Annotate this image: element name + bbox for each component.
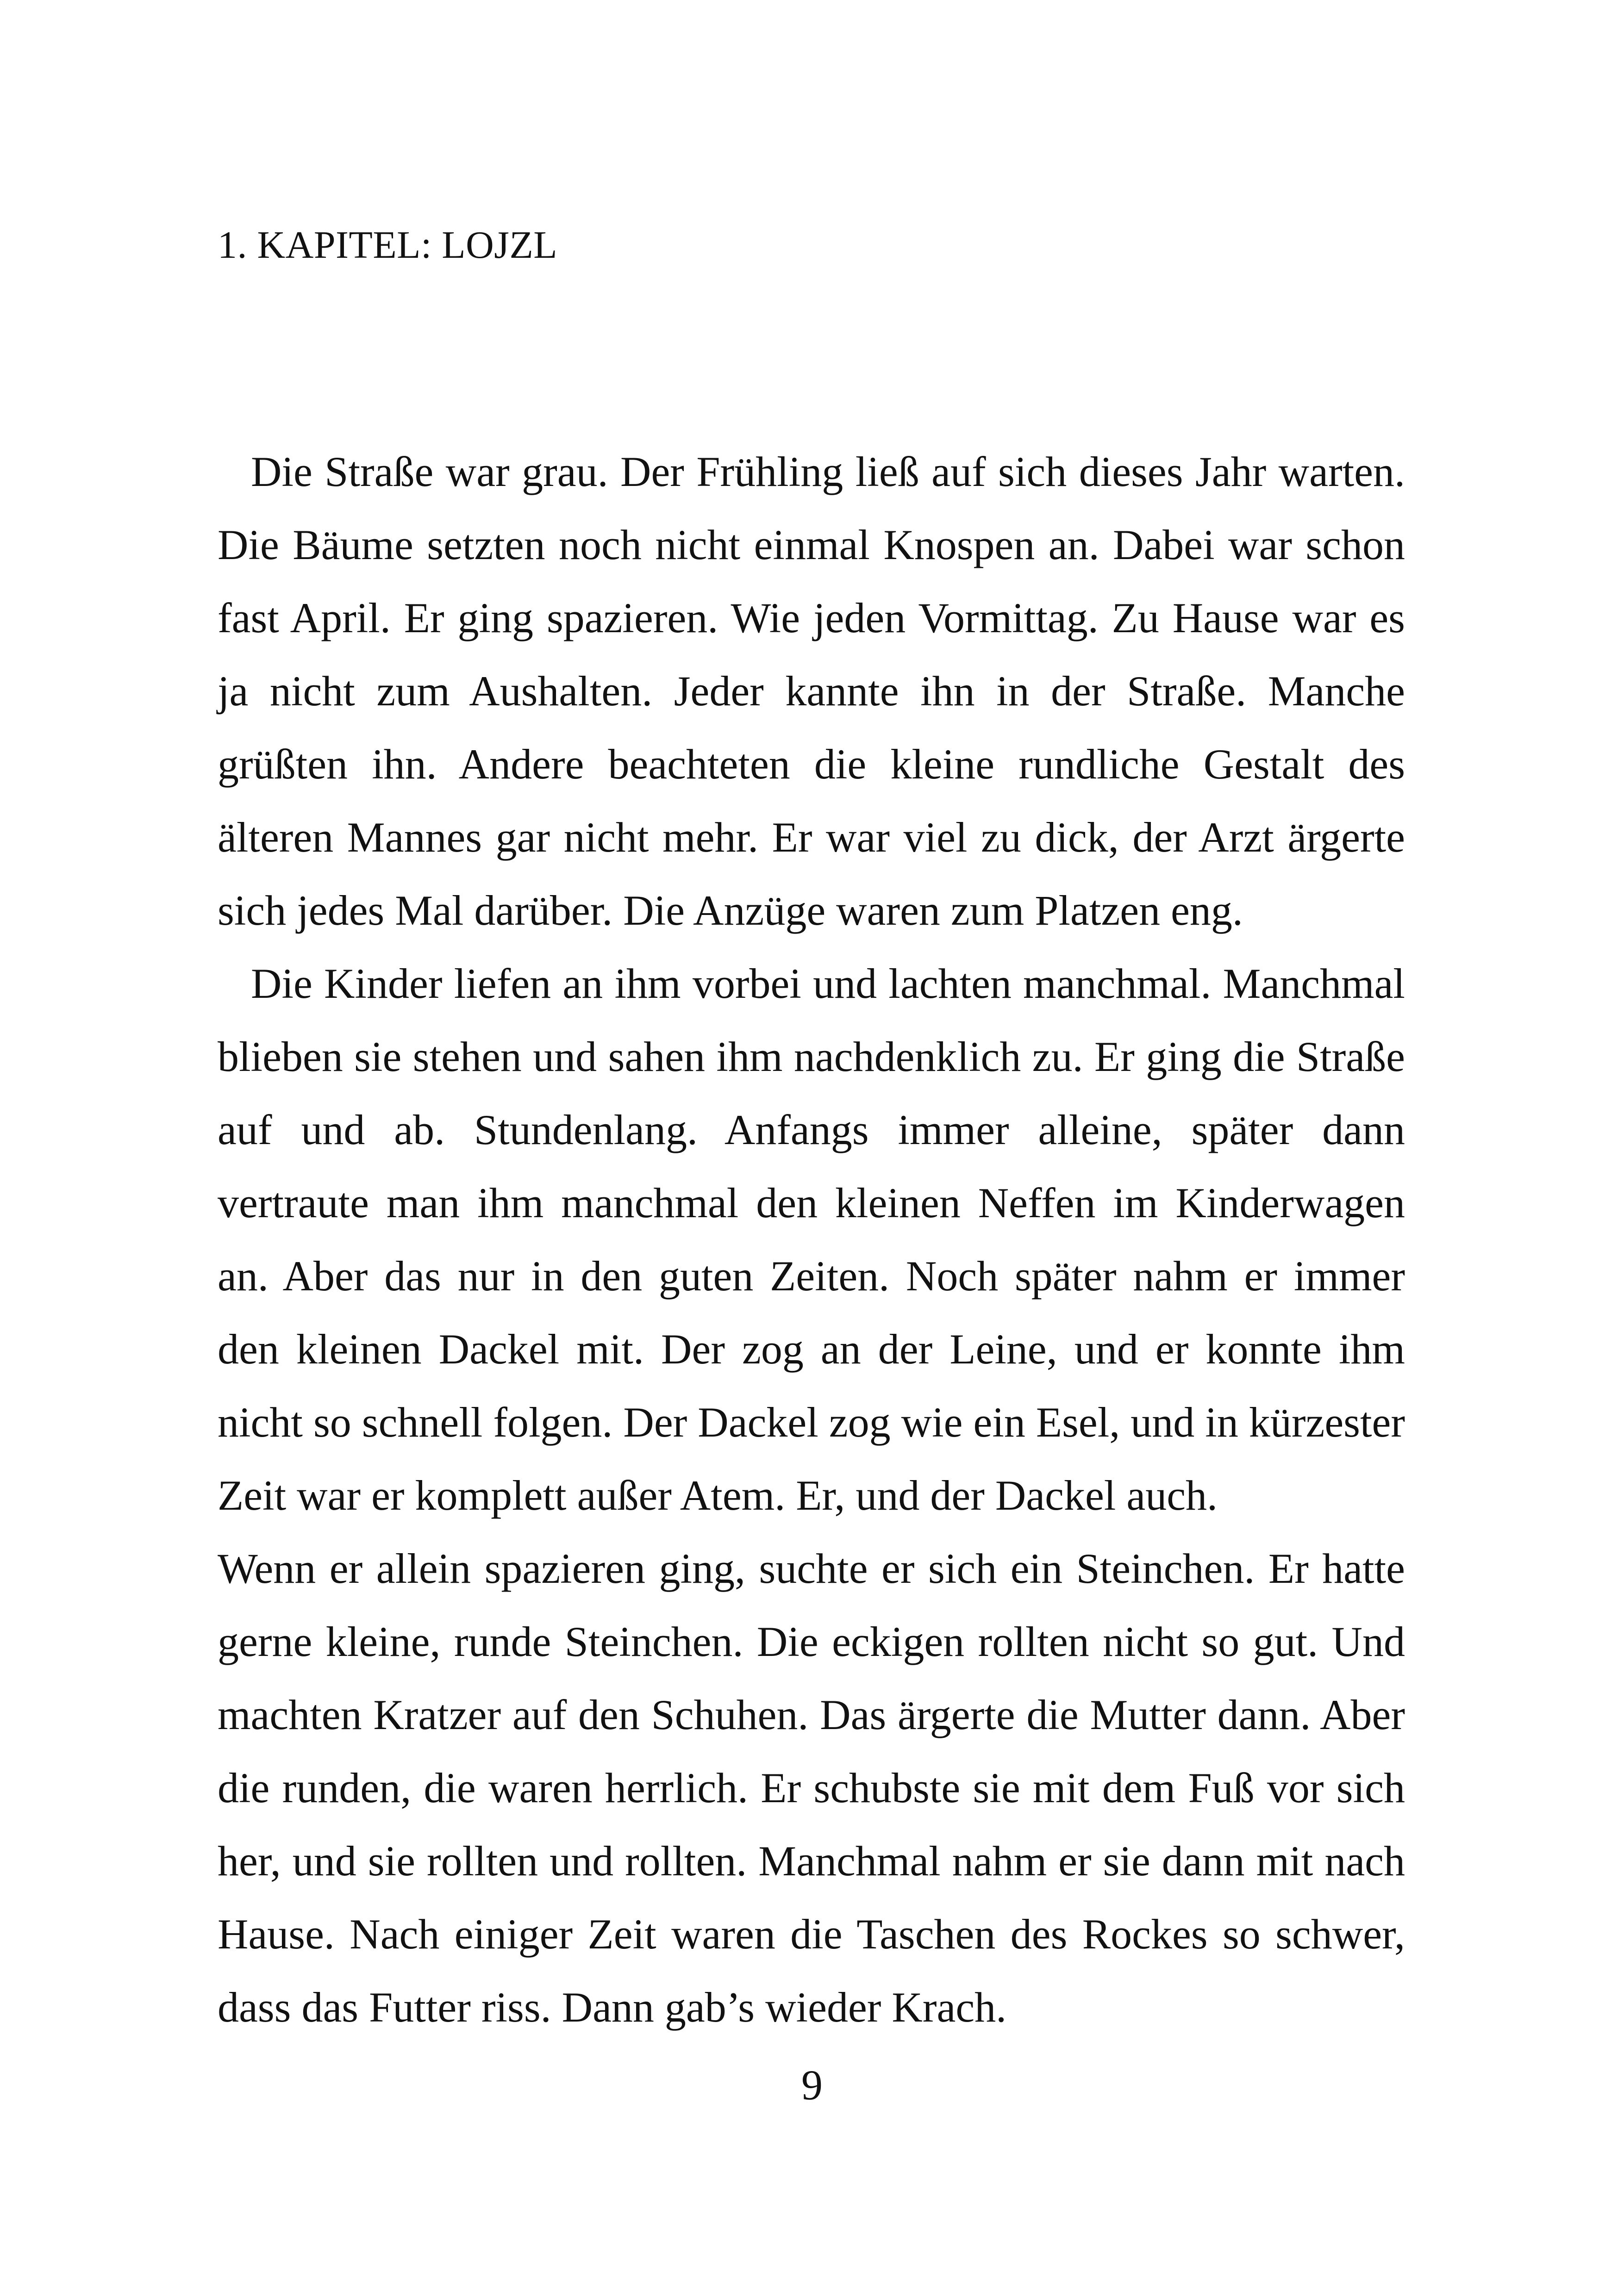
chapter-title: 1. KAPITEL: LOJZL — [218, 224, 558, 267]
paragraph-1: Die Straße war grau. Der Frühling ließ auf sich dieses Jahr warten. Die Bäume setzten noch nicht einmal Knospen an. Dabei war schon fast April. Er ging spazieren. Wie jeden Vormittag. Zu Hause war es ja nicht zum Aushalten. Jeder kannte ihn in der Straße. Manche grüßten ihn. Andere beachteten die kleine rundliche Gestalt des älteren Mannes gar nicht mehr. Er war viel zu dick, der Arzt ärgerte sich jedes Mal darüber. Die Anzüge waren zum Platzen eng. — [218, 448, 1405, 934]
paragraph-2: Die Kinder liefen an ihm vorbei und lachten manchmal. Manchmal blieben sie stehen und sahen ihm nachdenklich zu. Er ging die Straße auf und ab. Stundenlang. Anfangs immer alleine, später dann vertraute man ihm manchmal den kleinen Neffen im Kinderwagen an. Aber das nur in den guten Zeiten. Noch später nahm er immer den kleinen Dackel mit. Der zog an der Leine, und er konnte ihm nicht so schnell folgen. Der Dackel zog wie ein Esel, und in kürzester Zeit war er komplett außer Atem. Er, und der Dackel auch. — [218, 960, 1405, 1519]
page-number: 9 — [801, 2061, 823, 2109]
body-text — [218, 435, 1405, 2044]
paragraph-3: Wenn er allein spazieren ging, suchte er sich ein Steinchen. Er hatte gerne kleine, runde Steinchen. Die eckigen rollten nicht so gut. Und machten Kratzer auf den Schuhen. Das ärgerte die Mutter dann. Aber die runden, die waren herrlich. Er schubste sie mit dem Fuß vor sich her, und sie rollten und rollten. Manchmal nahm er sie dann mit nach Hause. Nach einiger Zeit waren die Taschen des Rockes so schwer, dass das Futter riss. Dann gab’s wieder Krach. — [218, 1545, 1405, 2031]
